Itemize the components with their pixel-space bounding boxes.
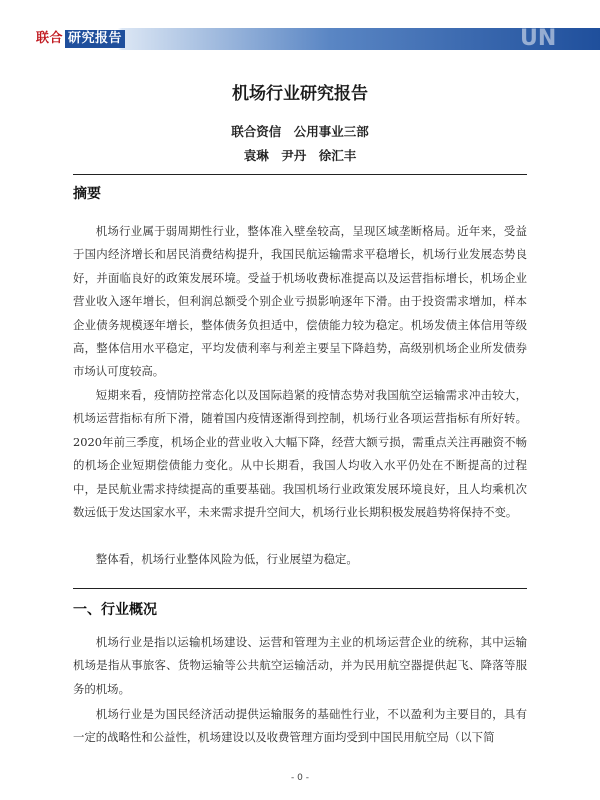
abstract-paragraph: 整体看，机场行业整体风险为低，行业展望为稳定。 [95,552,358,566]
title-divider [73,174,527,175]
brand-logo-box: 研究报告 [65,30,125,48]
abstract-paragraph: 短期来看，疫情防控常态化以及国际趋紧的疫情态势对我国航空运输需求冲击较大，机场运营指标有所下滑，随着国内疫情逐渐得到控制，机场行业各项运营指标有所好转。2020年前三季度，机场企业的营业收入大幅下降，经营大额亏损，需重点关注再融资不畅的机场企业短期偿债能力变化。从中长期看，我国人均收入水平仍处在不断提高的过程中，是民航业需求持续提高的重要基础。我国机场行业政策发展环境良好，且人均乘机次数远低于发达国家水平，未来需求提升空间大，机场行业长期积极发展趋势将保持不变。 [73,388,527,520]
section-divider [73,588,527,589]
abstract-heading: 摘要 [73,186,101,202]
header-watermark: UN [520,26,557,51]
section-1-heading: 一、行业概况 [73,602,157,618]
authors: 袁琳 尹丹 徐汇丰 [243,148,357,163]
brand-logo-red: 联合 [36,31,64,46]
section-paragraph: 机场行业是为国民经济活动提供运输服务的基础性行业，不以盈利为主要目的，具有一定的战略性和公益性，机场建设以及收费管理方面均受到中国民用航空局（以下简 [73,707,527,745]
brand-logo [36,30,125,48]
organization: 联合资信 公用事业三部 [231,124,369,139]
abstract-paragraph: 机场行业属于弱周期性行业，整体准入壁垒较高，呈现区域垄断格局。近年来，受益于国内经济增长和居民消费结构提升，我国民航运输需求平稳增长，机场行业发展态势良好，并面临良好的政策发展环境。受益于机场收费标准提高以及运营指标增长，机场企业营业收入逐年增长，但利润总额受个别企业亏损影响逐年下滑。由于投资需求增加，样本企业债务规模逐年增长，整体债务负担适中，偿债能力较为稳定。机场发债主体信用等级高，整体信用水平稳定，平均发债利率与利差主要呈下降趋势，高级别机场企业所发债券市场认可度较高。 [73,224,527,379]
section-paragraph: 机场行业是指以运输机场建设、运营和管理为主业的机场运营企业的统称，其中运输机场是指从事旅客、货物运输等公共航空运输活动，并为民用航空器提供起飞、降落等服务的机场。 [73,635,527,696]
report-title: 机场行业研究报告 [232,84,368,104]
page-number: - 0 - [291,773,309,783]
